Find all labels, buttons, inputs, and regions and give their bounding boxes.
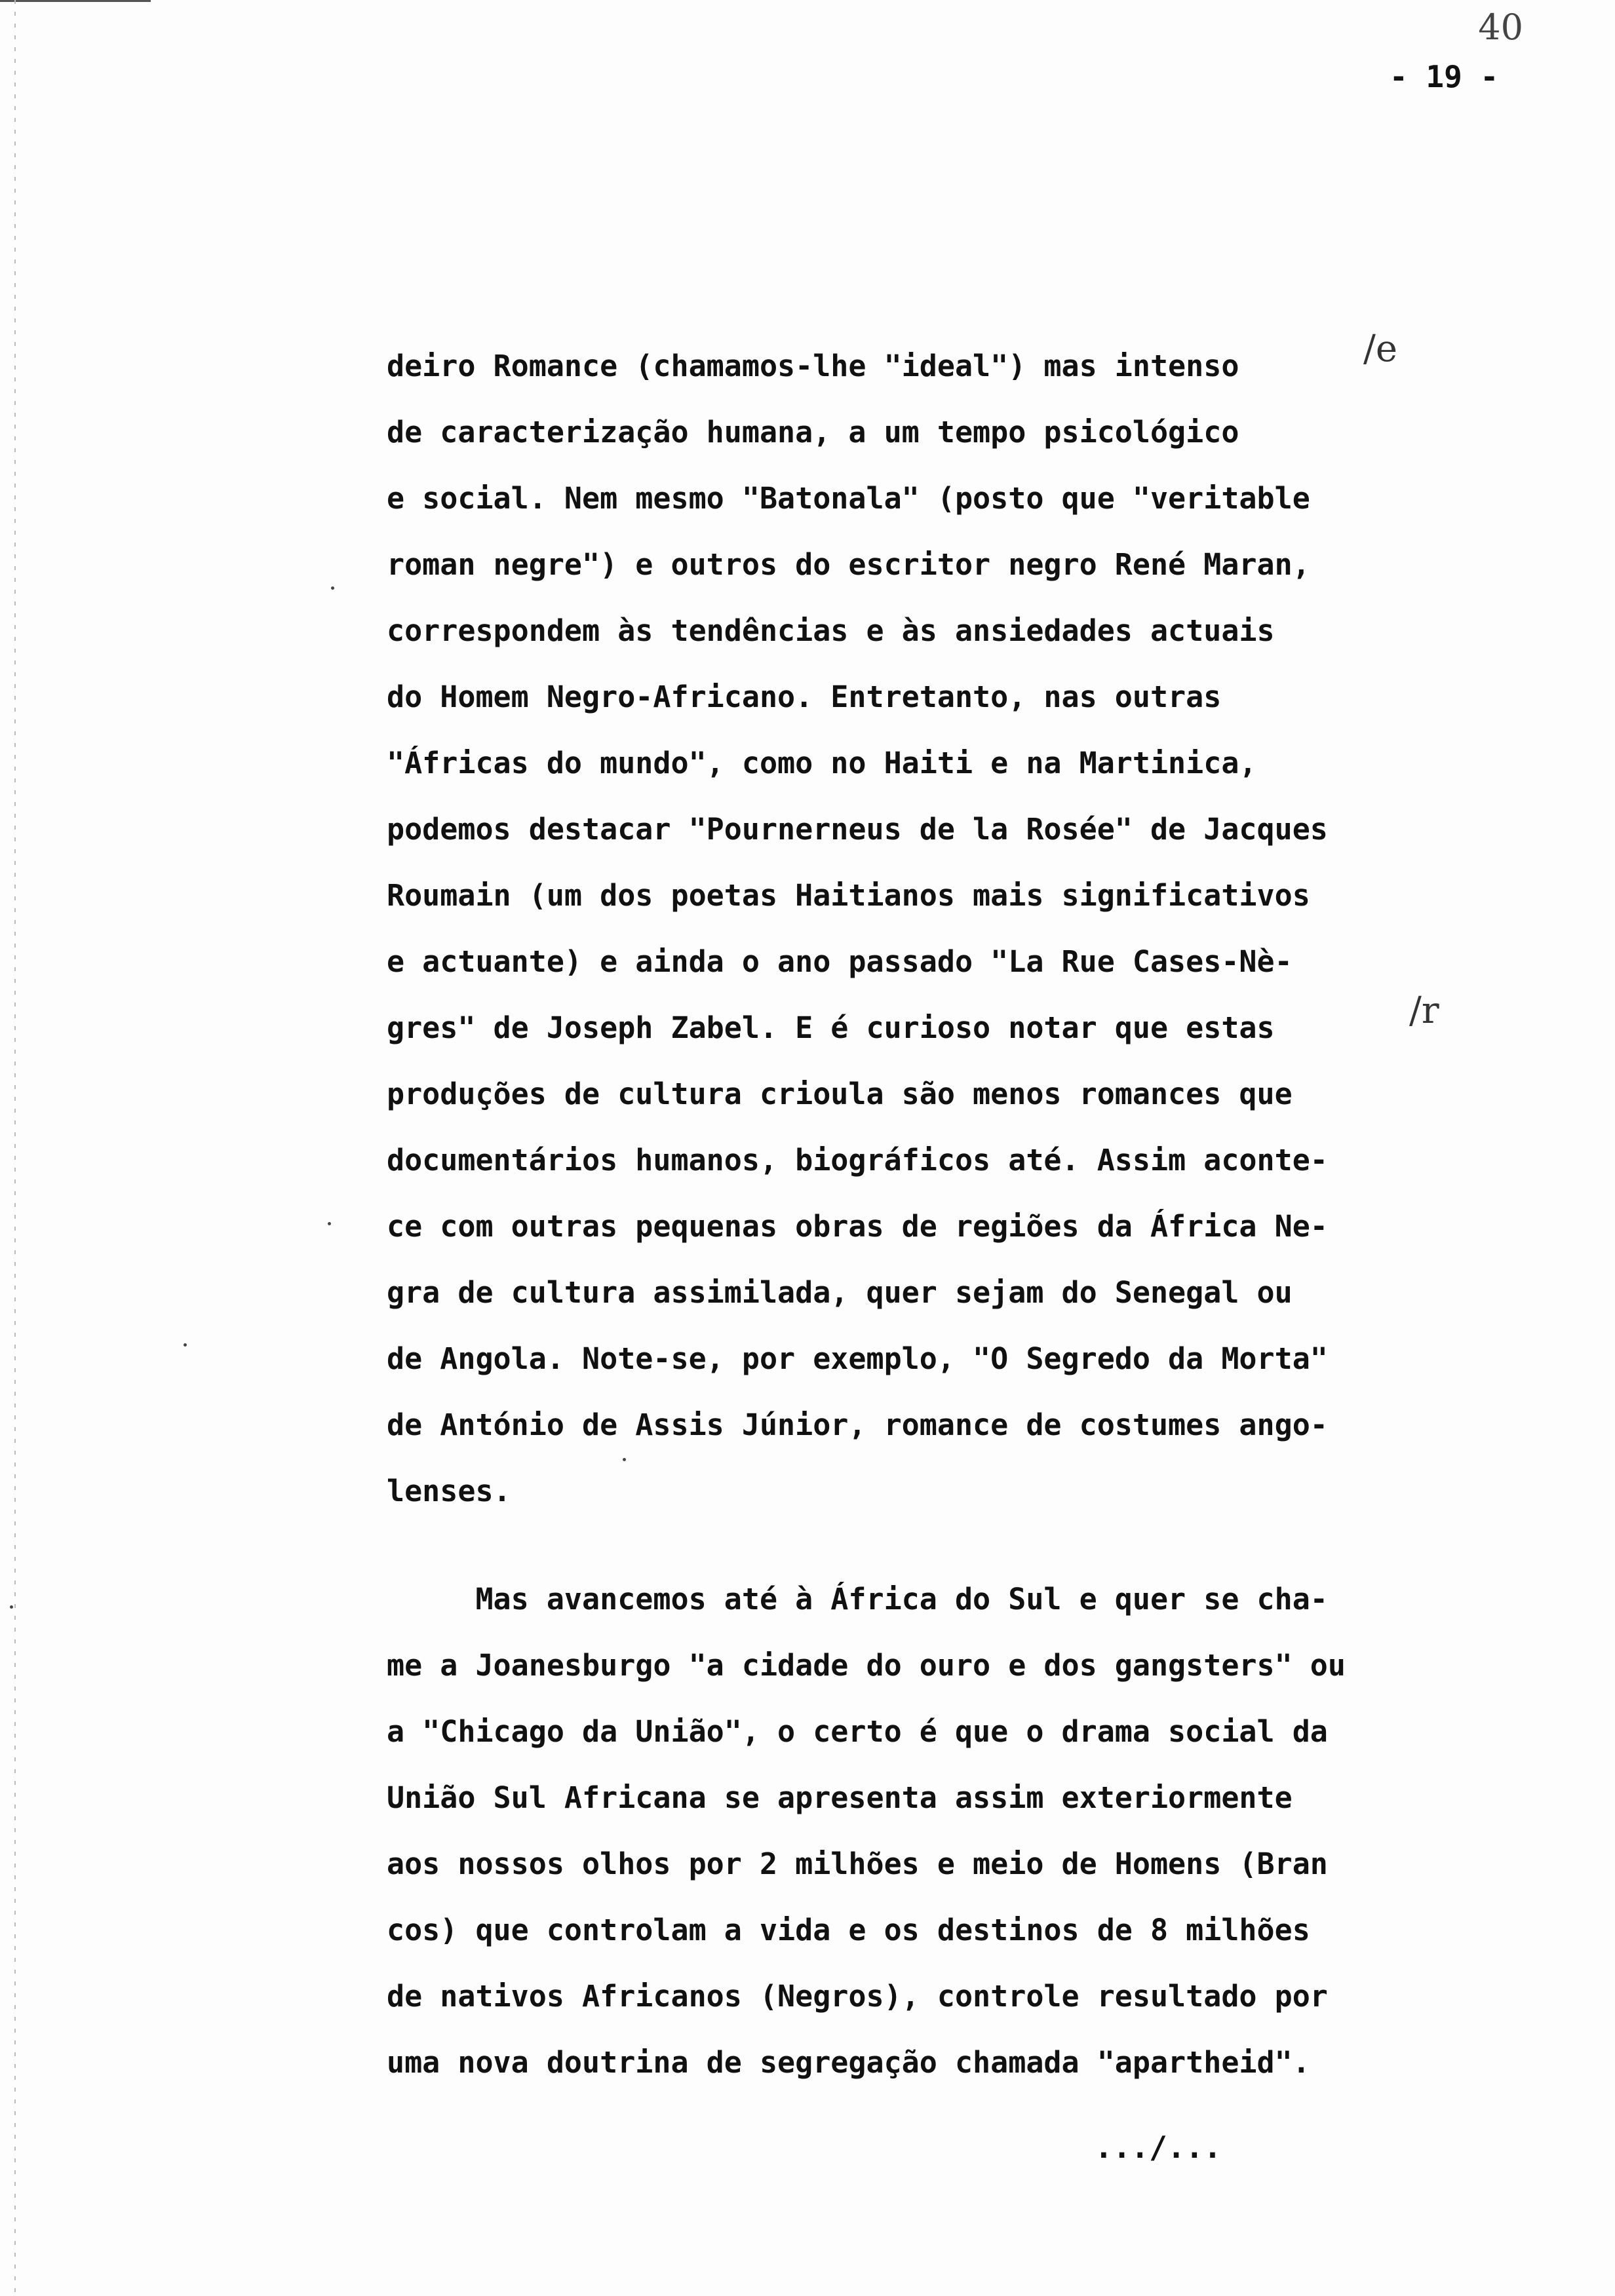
- text-line: gra de cultura assimilada, quer sejam do Senegal ou: [387, 1275, 1293, 1310]
- text-line: documentários humanos, biográficos até. Assim aconte-: [387, 1143, 1328, 1177]
- text-line: correspondem às tendências e às ansiedades actuais: [387, 613, 1275, 648]
- text-line: aos nossos olhos por 2 milhões e meio de Homens (Bran: [387, 1846, 1328, 1881]
- page-number: - 19 -: [1390, 59, 1499, 94]
- text-line: gres" de Joseph Zabel. E é curioso notar que estas: [387, 1010, 1275, 1045]
- paragraph-1: [387, 333, 1475, 1524]
- scan-speck: [10, 1605, 13, 1609]
- scan-speck: [331, 586, 334, 590]
- paragraph-gap: [387, 1524, 1475, 1566]
- scan-speck: [184, 1343, 187, 1347]
- typed-text: [387, 333, 1475, 2095]
- text-line: lenses.: [387, 1474, 511, 1508]
- continuation-mark: .../...: [1095, 2130, 1222, 2165]
- text-line: de António de Assis Júnior, romance de costumes ango-: [387, 1407, 1328, 1442]
- paragraph-2: [387, 1566, 1475, 2095]
- text-line: cos) que controlam a vida e os destinos de 8 milhões: [387, 1913, 1310, 1947]
- scan-speck: [623, 1458, 626, 1461]
- text-line: podemos destacar "Pournerneus de la Rosée" de Jacques: [387, 812, 1328, 847]
- text-line: do Homem Negro-Africano. Entretanto, nas outras: [387, 679, 1222, 714]
- text-line: e actuante) e ainda o ano passado "La Rue Cases-Nè-: [387, 944, 1293, 979]
- text-line: de Angola. Note-se, por exemplo, "O Segredo da Morta": [387, 1341, 1328, 1376]
- text-line: Mas avancemos até à África do Sul e quer se cha-: [387, 1582, 1328, 1617]
- text-line: deiro Romance (chamamos-lhe "ideal") mas intenso: [387, 349, 1239, 383]
- top-rule: [0, 0, 151, 2]
- text-line: me a Joanesburgo "a cidade do ouro e dos gangsters" ou: [387, 1648, 1346, 1683]
- text-line: uma nova doutrina de segregação chamada "apartheid".: [387, 2045, 1310, 2080]
- text-line: "Áfricas do mundo", como no Haiti e na Martinica,: [387, 746, 1257, 780]
- text-line: a "Chicago da União", o certo é que o drama social da: [387, 1714, 1328, 1749]
- text-line: de caracterização humana, a um tempo psicológico: [387, 415, 1239, 450]
- margin-correction-mark: /e: [1363, 328, 1398, 370]
- text-line: produções de cultura crioula são menos romances que: [387, 1077, 1293, 1111]
- text-line: de nativos Africanos (Negros), controle resultado por: [387, 1979, 1328, 2014]
- text-line: roman negre") e outros do escritor negro René Maran,: [387, 547, 1310, 582]
- text-line: ce com outras pequenas obras de regiões da África Ne-: [387, 1209, 1328, 1244]
- margin-correction-mark: /r: [1409, 989, 1439, 1032]
- binding-edge: [14, 0, 16, 2296]
- text-line: Roumain (um dos poetas Haitianos mais significativos: [387, 878, 1310, 913]
- scan-speck: [328, 1222, 331, 1225]
- text-line: e social. Nem mesmo "Batonala" (posto que "veritable: [387, 481, 1310, 516]
- text-line: União Sul Africana se apresenta assim exteriormente: [387, 1780, 1293, 1815]
- folio-number: 40: [1478, 7, 1523, 48]
